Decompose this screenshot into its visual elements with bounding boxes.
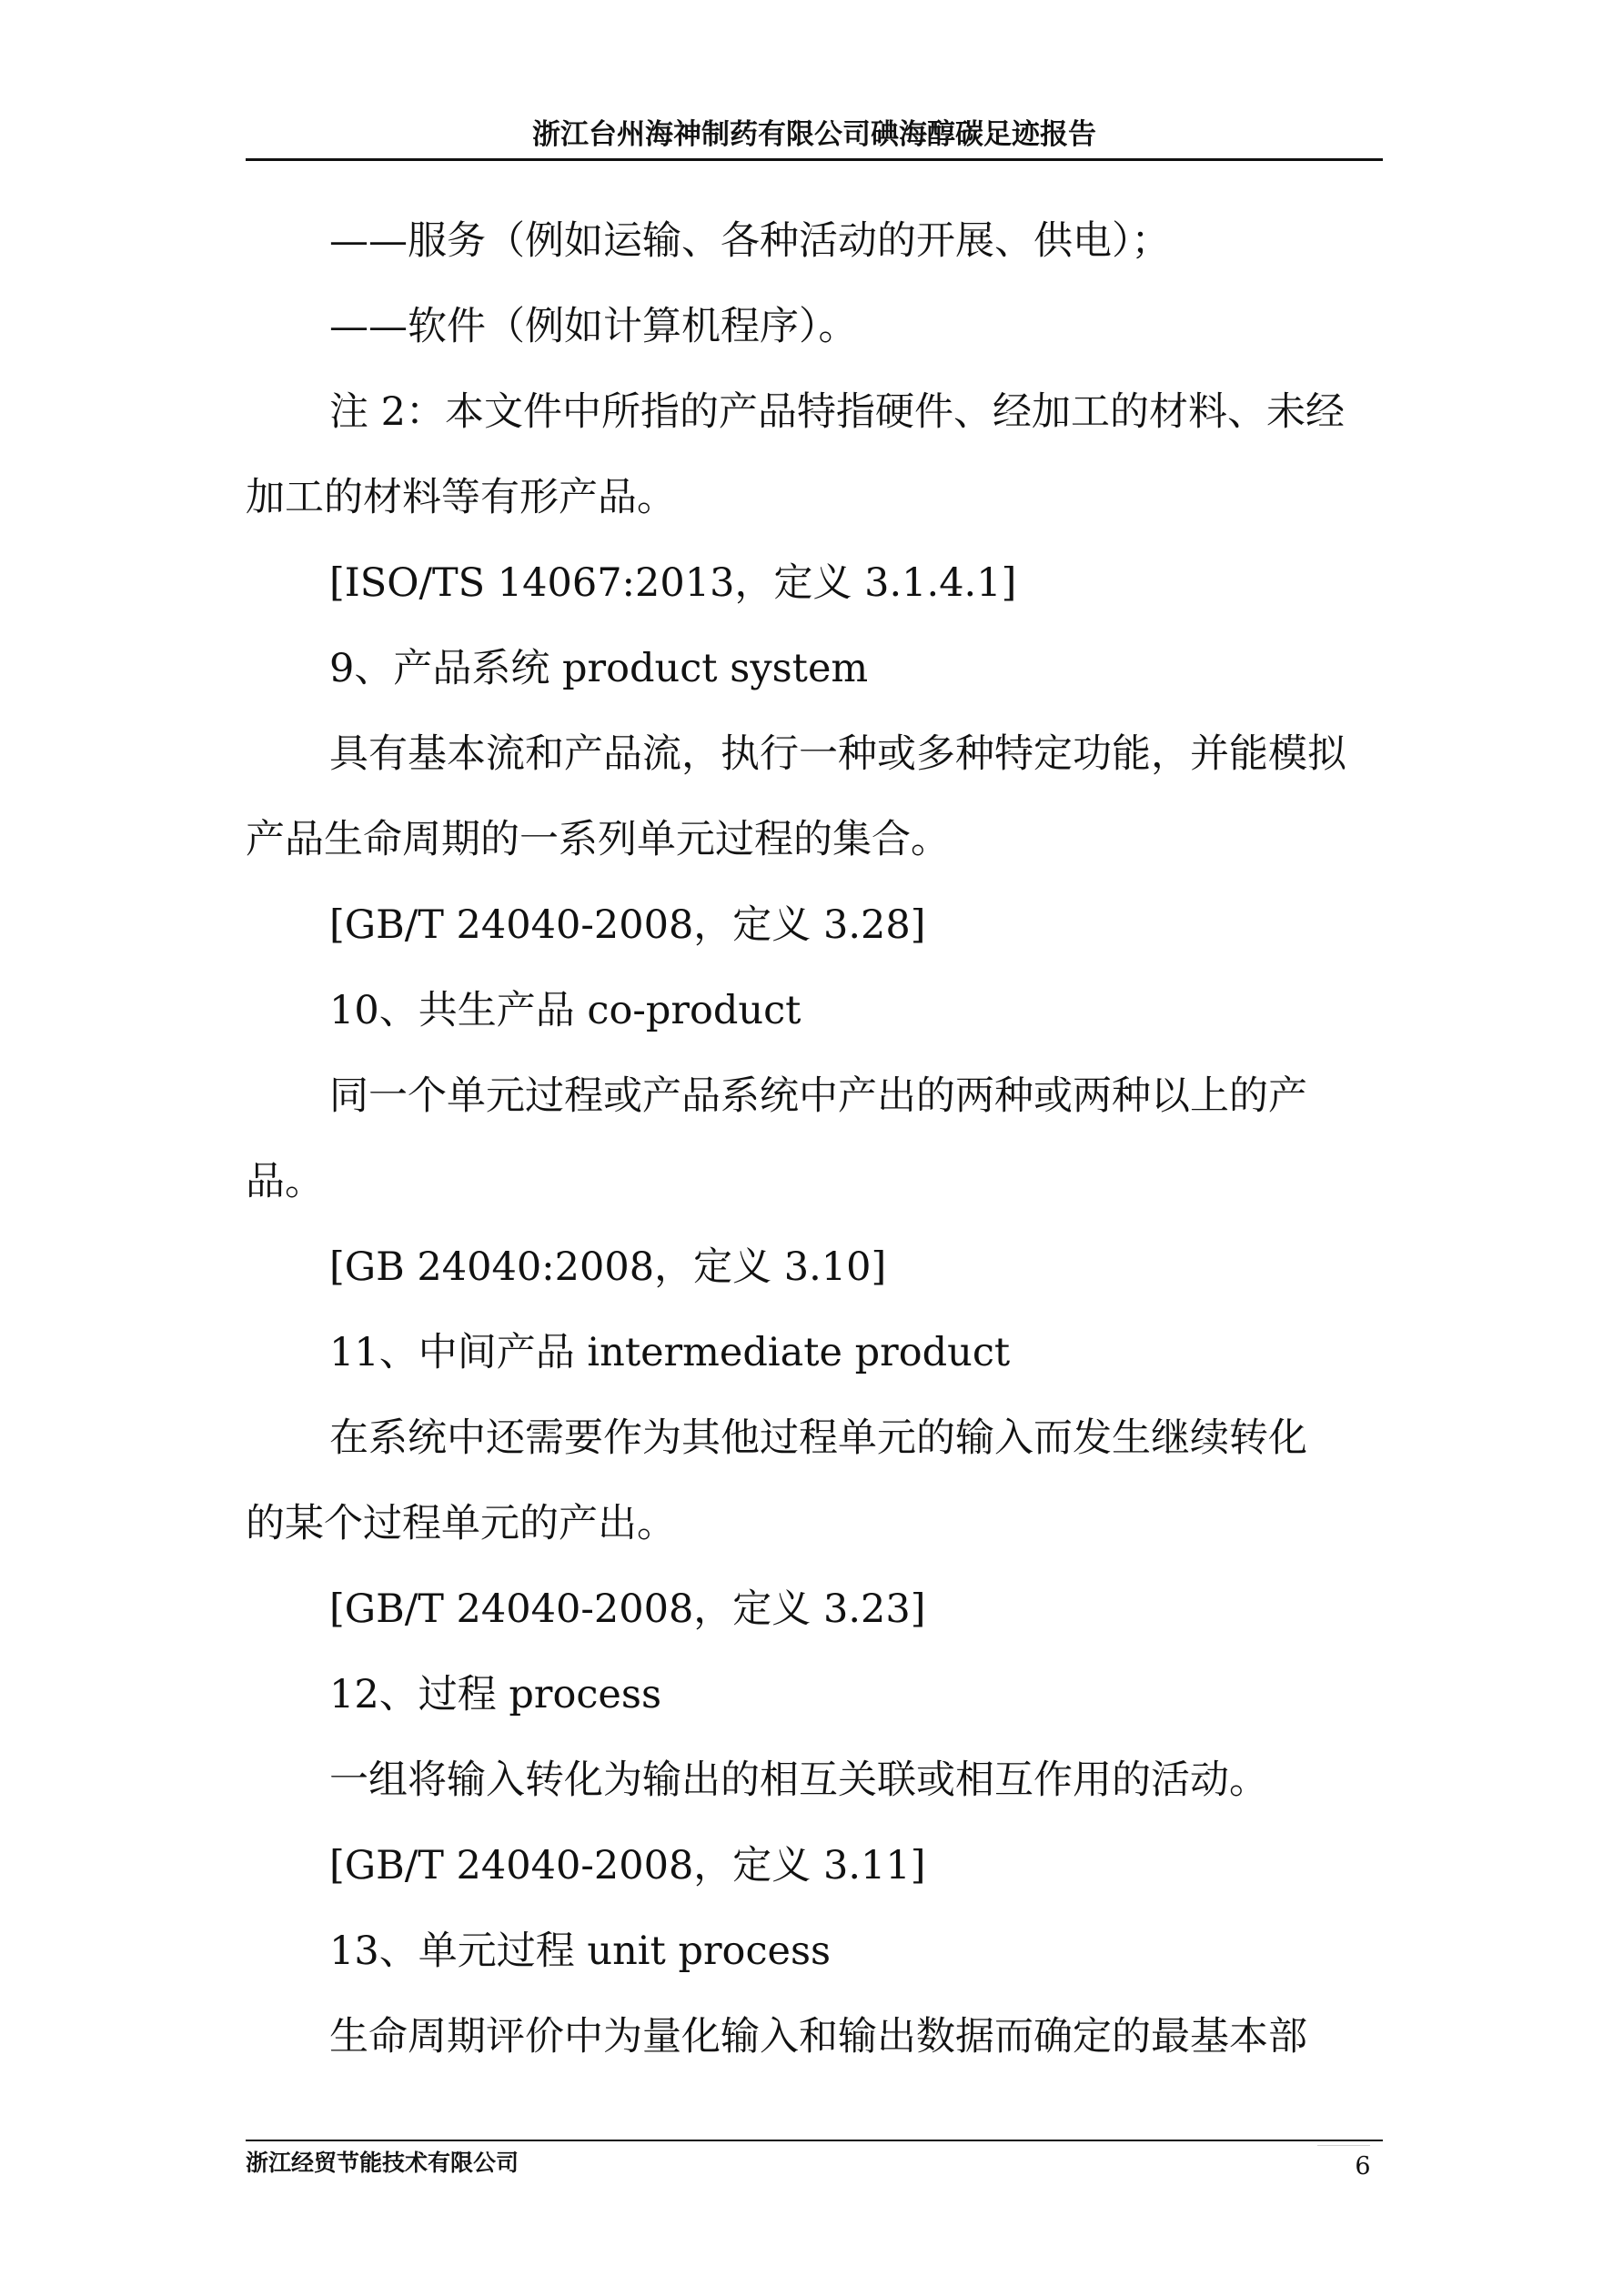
text-line: 9、产品系统 product system (329, 646, 869, 691)
text-line: 生命周期评价中为量化输入和输出数据而确定的最基本部 (329, 2014, 1307, 2059)
text-line: [GB/T 24040-2008，定义 3.28] (329, 902, 926, 948)
text-line: 13、单元过程 unit process (329, 1928, 832, 1974)
text-line: [GB/T 24040-2008，定义 3.23] (329, 1586, 926, 1632)
footer-company: 浙江经贸节能技术有限公司 (246, 2150, 519, 2176)
footer-rule (246, 2140, 1383, 2141)
header-rule (246, 158, 1383, 161)
text-line: 同一个单元过程或产品系统中产出的两种或两种以上的产 (329, 1073, 1307, 1119)
page-number: 6 (1355, 2152, 1371, 2180)
header-title: 浙江台州海神制药有限公司碘海醇碳足迹报告 (532, 118, 1096, 151)
text-line: [GB/T 24040-2008，定义 3.11] (329, 1843, 926, 1888)
text-line: ——服务（例如运输、各种活动的开展、供电）； (329, 218, 1171, 264)
text-line: 品。 (246, 1159, 324, 1204)
text-line: 的某个过程单元的产出。 (246, 1501, 676, 1546)
text-line: 10、共生产品 co-product (329, 988, 801, 1033)
text-line: 11、中间产品 intermediate product (329, 1330, 1011, 1375)
text-line: [ISO/TS 14067:2013，定义 3.1.4.1] (329, 560, 1017, 606)
body-text (246, 198, 1392, 2079)
text-line: ——软件（例如计算机程序）。 (329, 304, 858, 349)
text-line: 具有基本流和产品流，执行一种或多种特定功能，并能模拟 (329, 731, 1346, 777)
text-line: 在系统中还需要作为其他过程单元的输入而发生继续转化 (329, 1415, 1307, 1461)
text-line: 产品生命周期的一系列单元过程的集合。 (246, 817, 950, 862)
text-line: 一组将输入转化为输出的相互关联或相互作用的活动。 (329, 1757, 1268, 1803)
text-line: 注 2：本文件中所指的产品特指硬件、经加工的材料、未经 (329, 389, 1346, 435)
text-line: [GB 24040:2008，定义 3.10] (329, 1244, 887, 1290)
text-line: 12、过程 process (329, 1672, 662, 1717)
text-line: 加工的材料等有形产品。 (246, 475, 676, 520)
page-number-mark (1317, 2145, 1370, 2146)
